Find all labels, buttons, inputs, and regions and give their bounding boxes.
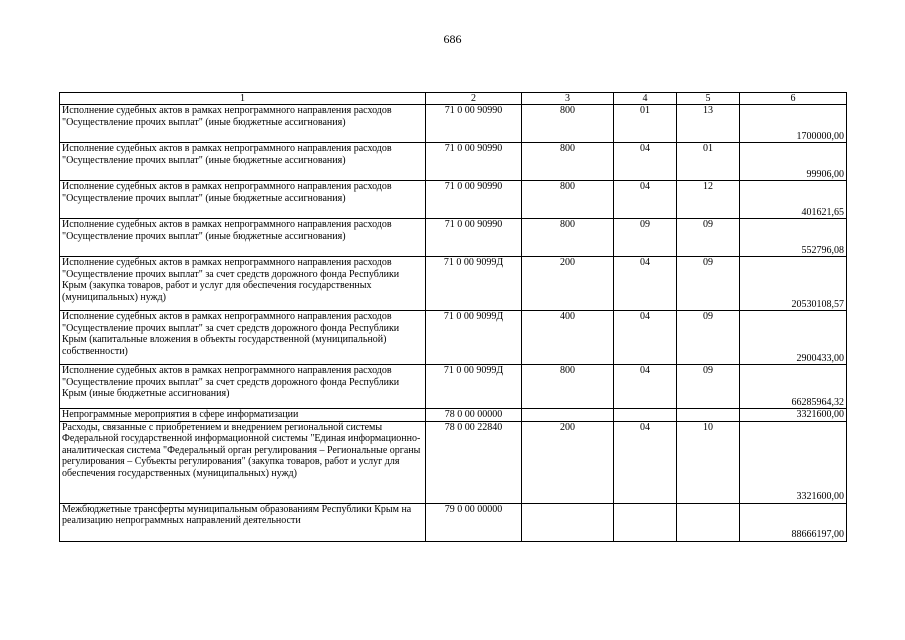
row-name: Исполнение судебных актов в рамках непрограммного направления расходов "Осуществление прочих выплат" (иные бюджетные ассигнования) <box>60 219 426 257</box>
table-row <box>60 219 847 257</box>
row-pr: 09 <box>677 311 740 365</box>
table-row <box>60 409 847 422</box>
row-pr: 01 <box>677 143 740 181</box>
header-cell-sum: 6 <box>740 93 847 105</box>
row-vr: 800 <box>522 181 614 219</box>
table-row <box>60 143 847 181</box>
row-sum: 99906,00 <box>740 143 847 181</box>
row-code: 71 0 00 9099Д <box>426 365 522 409</box>
row-pr: 10 <box>677 421 740 503</box>
row-sum: 3321600,00 <box>740 409 847 422</box>
row-vr <box>522 409 614 422</box>
header-cell-vr: 3 <box>522 93 614 105</box>
row-sum: 552796,08 <box>740 219 847 257</box>
row-rz: 04 <box>614 257 677 311</box>
row-name: Межбюджетные трансферты муниципальным образованиям Республики Крым на реализацию непрограммных направлений деятельности <box>60 503 426 541</box>
row-code: 71 0 00 90990 <box>426 219 522 257</box>
row-name: Непрограммные мероприятия в сфере информатизации <box>60 409 426 422</box>
row-code: 78 0 00 22840 <box>426 421 522 503</box>
table-row <box>60 421 847 503</box>
header-cell-rz: 4 <box>614 93 677 105</box>
row-sum: 2900433,00 <box>740 311 847 365</box>
row-pr <box>677 409 740 422</box>
row-name: Исполнение судебных актов в рамках непрограммного направления расходов "Осуществление прочих выплат" (иные бюджетные ассигнования) <box>60 181 426 219</box>
row-vr: 800 <box>522 365 614 409</box>
row-rz: 01 <box>614 105 677 143</box>
row-code: 79 0 00 00000 <box>426 503 522 541</box>
row-name: Исполнение судебных актов в рамках непрограммного направления расходов "Осуществление прочих выплат" за счет средств дорожного фонда Республики Крым (закупка товаров, работ и услуг для обеспечения государственных (муниципальных) нужд) <box>60 257 426 311</box>
row-pr: 09 <box>677 219 740 257</box>
row-rz: 04 <box>614 311 677 365</box>
row-pr <box>677 503 740 541</box>
table-row <box>60 365 847 409</box>
page-number: 686 <box>443 32 462 46</box>
row-vr <box>522 503 614 541</box>
row-code: 71 0 00 90990 <box>426 143 522 181</box>
row-pr: 09 <box>677 365 740 409</box>
row-sum: 3321600,00 <box>740 421 847 503</box>
row-vr: 800 <box>522 143 614 181</box>
row-vr: 800 <box>522 105 614 143</box>
row-rz: 04 <box>614 143 677 181</box>
row-sum: 1700000,00 <box>740 105 847 143</box>
header-cell-name: 1 <box>60 93 426 105</box>
row-code: 78 0 00 00000 <box>426 409 522 422</box>
row-sum: 66285964,32 <box>740 365 847 409</box>
row-name: Расходы, связанные с приобретением и внедрением региональной системы Федеральной государственной информационной системы "Единая информационно-аналитическая система "Федеральный орган регулирования – Региональные органы регулирования – Субъекты регулирования" (закупка товаров, работ и услуг для обеспечения государственных (муниципальных) нужд) <box>60 421 426 503</box>
row-rz: 04 <box>614 421 677 503</box>
row-vr: 200 <box>522 257 614 311</box>
row-pr: 13 <box>677 105 740 143</box>
row-vr: 200 <box>522 421 614 503</box>
row-vr: 800 <box>522 219 614 257</box>
table-row <box>60 181 847 219</box>
table-row <box>60 311 847 365</box>
row-name: Исполнение судебных актов в рамках непрограммного направления расходов "Осуществление прочих выплат" за счет средств дорожного фонда Республики Крым (иные бюджетные ассигнования) <box>60 365 426 409</box>
row-pr: 09 <box>677 257 740 311</box>
row-rz: 09 <box>614 219 677 257</box>
row-rz <box>614 409 677 422</box>
header-cell-pr: 5 <box>677 93 740 105</box>
table-row <box>60 105 847 143</box>
row-rz <box>614 503 677 541</box>
row-code: 71 0 00 9099Д <box>426 311 522 365</box>
row-name: Исполнение судебных актов в рамках непрограммного направления расходов "Осуществление прочих выплат" (иные бюджетные ассигнования) <box>60 143 426 181</box>
row-sum: 20530108,57 <box>740 257 847 311</box>
table-body <box>60 93 847 542</box>
row-name: Исполнение судебных актов в рамках непрограммного направления расходов "Осуществление прочих выплат" за счет средств дорожного фонда Республики Крым (капитальные вложения в объекты государственной (муниципальной) собственности) <box>60 311 426 365</box>
header-cell-code: 2 <box>426 93 522 105</box>
row-vr: 400 <box>522 311 614 365</box>
table-row <box>60 503 847 541</box>
row-code: 71 0 00 9099Д <box>426 257 522 311</box>
row-name: Исполнение судебных актов в рамках непрограммного направления расходов "Осуществление прочих выплат" (иные бюджетные ассигнования) <box>60 105 426 143</box>
table-row <box>60 257 847 311</box>
header-row <box>60 93 847 105</box>
row-rz: 04 <box>614 181 677 219</box>
budget-table <box>59 92 847 542</box>
row-pr: 12 <box>677 181 740 219</box>
row-sum: 88666197,00 <box>740 503 847 541</box>
row-code: 71 0 00 90990 <box>426 105 522 143</box>
row-code: 71 0 00 90990 <box>426 181 522 219</box>
row-sum: 401621,65 <box>740 181 847 219</box>
row-rz: 04 <box>614 365 677 409</box>
